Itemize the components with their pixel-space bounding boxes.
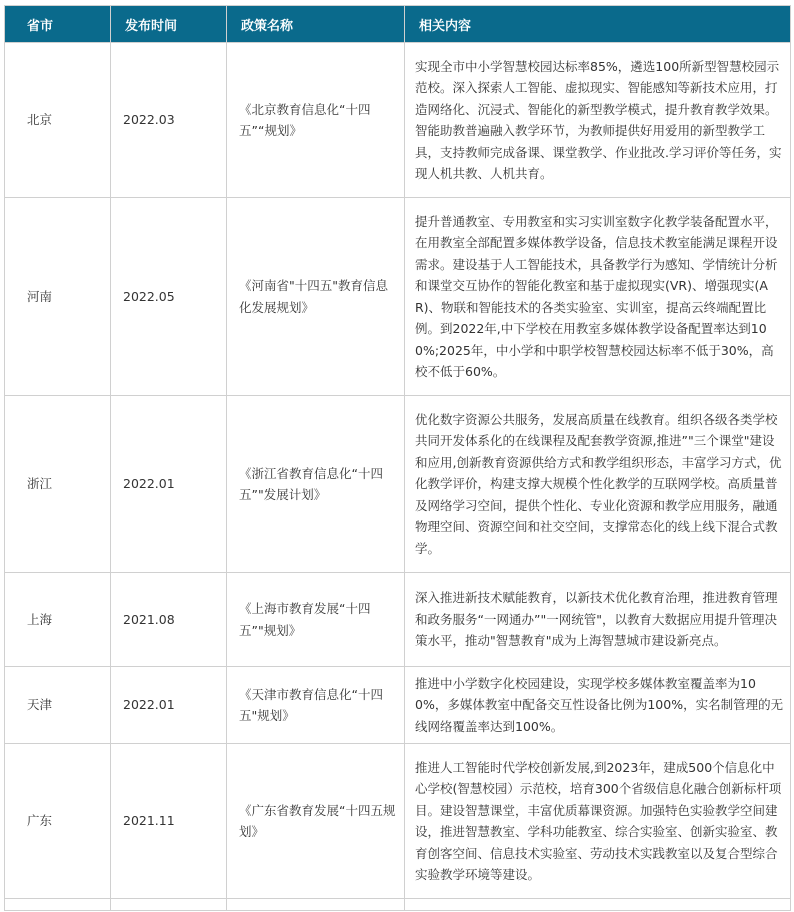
empty-cell bbox=[227, 899, 405, 911]
content-cell: 推进中小学数字化校园建设，实现学校多媒体教室覆盖率为100%，多媒体教室中配备交互性设备比例为100%，实名制管理的无线网络覆盖率达到100%。 bbox=[405, 667, 791, 744]
policy-name-cell: 《浙江省教育信息化“十四五”"发展计划》 bbox=[227, 396, 405, 573]
date-cell: 2022.05 bbox=[111, 198, 227, 396]
empty-cell bbox=[111, 899, 227, 911]
province-cell: 广东 bbox=[5, 744, 111, 899]
header-province: 省市 bbox=[5, 6, 111, 43]
header-content: 相关内容 bbox=[405, 6, 791, 43]
header-date: 发布时间 bbox=[111, 6, 227, 43]
date-cell: 2022.01 bbox=[111, 667, 227, 744]
table-row-partial bbox=[5, 899, 791, 911]
content-cell: 实现全市中小学智慧校园达标率85%，遴选100所新型智慧校园示范校。深入探索人工智能、虚拟现实、智能感知等新技术应用，打造网络化、沉浸式、智能化的新型教学模式，提升教育教学效果。智能助教普遍融入教学环节，为教师提供好用爱用的新型教学工具，支持教师完成备课、课堂教学、作业批改.学习评价等任务，实现人机共教、人机共育。 bbox=[405, 43, 791, 198]
province-cell: 浙江 bbox=[5, 396, 111, 573]
policy-name-cell: 《天津市教育信息化“十四五"规划》 bbox=[227, 667, 405, 744]
date-cell: 2022.01 bbox=[111, 396, 227, 573]
date-cell: 2021.11 bbox=[111, 744, 227, 899]
header-policy: 政策名称 bbox=[227, 6, 405, 43]
table-row bbox=[5, 198, 791, 396]
policy-name-cell: 《广东省教育发展“十四五规划》 bbox=[227, 744, 405, 899]
date-cell: 2022.03 bbox=[111, 43, 227, 198]
province-cell: 天津 bbox=[5, 667, 111, 744]
table-row bbox=[5, 43, 791, 198]
province-cell: 上海 bbox=[5, 573, 111, 667]
table-row bbox=[5, 667, 791, 744]
policy-name-cell: 《上海市教育发展“十四五”"规划》 bbox=[227, 573, 405, 667]
table-header-row bbox=[5, 6, 791, 43]
content-cell: 深入推进新技术赋能教育，以新技术优化教育治理，推进教育管理和政务服务“一网通办”"一网统管"，以教育大数据应用提升管理决策水平，推动"智慧教育"成为上海智慧城市建设新亮点。 bbox=[405, 573, 791, 667]
table-row bbox=[5, 396, 791, 573]
table-row bbox=[5, 573, 791, 667]
content-cell: 优化数字资源公共服务，发展高质量在线教育。组织各级各类学校共同开发体系化的在线课程及配套教学资源,推进”"三个课堂"建设和应用,创新教育资源供给方式和教学组织形态，丰富学习方式，优化教学评价，构建支撑大规模个性化教学的互联网学校。高质量普及网络学习空间，提供个性化、专业化资源和教学应用服务，融通物理空间、资源空间和社交空间，支撑常态化的线上线下混合式教学。 bbox=[405, 396, 791, 573]
policy-name-cell: 《河南省"十四五"教育信息化发展规划》 bbox=[227, 198, 405, 396]
province-cell: 河南 bbox=[5, 198, 111, 396]
content-cell: 提升普通教室、专用教室和实习实训室数字化教学装备配置水平，在用教室全部配置多媒体教学设备，信息技术教室能满足课程开设需求。建设基于人工智能技术，具备教学行为感知、学情统计分析和课堂交互协作的智能化教室和基于虚拟现实(VR)、增强现实(AR)、物联和智能技术的各类实验室、实训室，提高云终端配置比例。到2022年,中下学校在用教室多媒体教学设备配置率达到100%;2025年，中小学和中职学校智慧校园达标率不低于30%，高校不低于60%。 bbox=[405, 198, 791, 396]
policy-name-cell: 《北京教育信息化“十四五”“规划》 bbox=[227, 43, 405, 198]
policy-table bbox=[4, 5, 791, 911]
empty-cell bbox=[5, 899, 111, 911]
date-cell: 2021.08 bbox=[111, 573, 227, 667]
content-cell: 推进人工智能时代学校创新发展,到2023年，建成500个信息化中心学校(智慧校园）示范校，培育300个省级信息化融合创新标杆项目。建设智慧课堂，丰富优质幕课资源。加强特色实验教学空间建设，推进智慧教室、学科功能教室、综合实验室、创新实验室、教育创客空间、信息技术实验室、劳动技术实践教室以及复合型综合实验教学环境等建设。 bbox=[405, 744, 791, 899]
province-cell: 北京 bbox=[5, 43, 111, 198]
table-row bbox=[5, 744, 791, 899]
empty-cell bbox=[405, 899, 791, 911]
